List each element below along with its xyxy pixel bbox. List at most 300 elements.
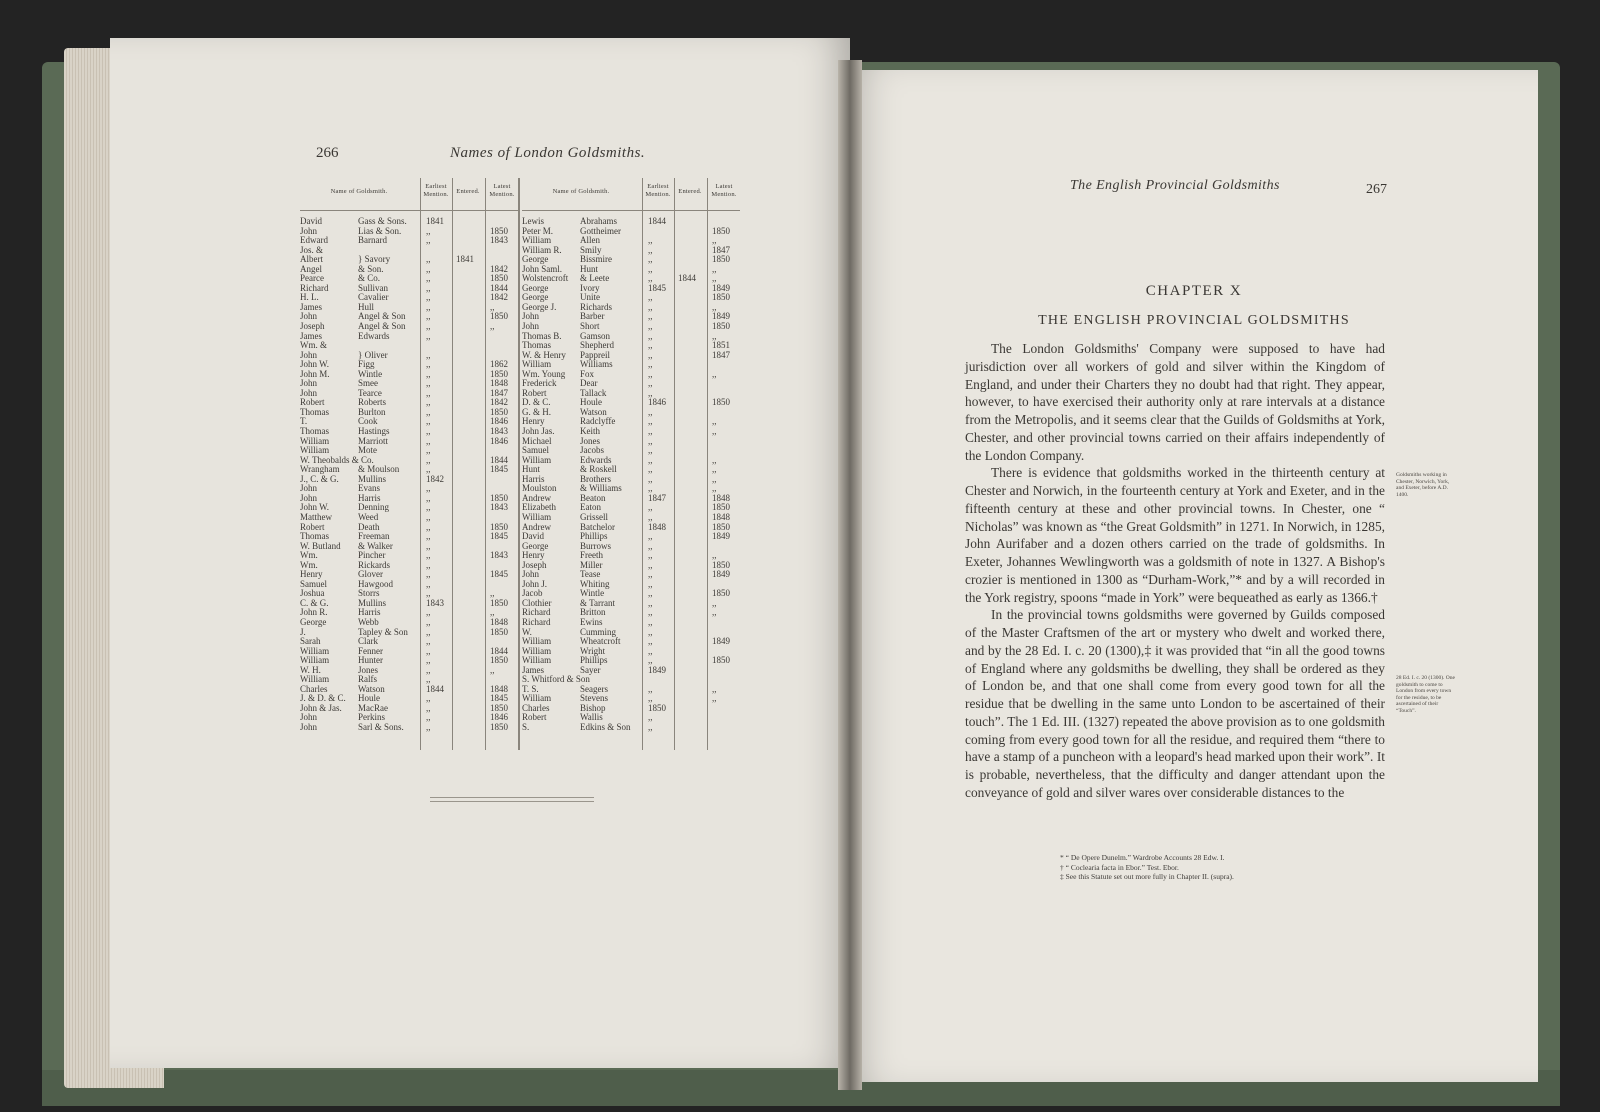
- first-name-cell: Joshua: [300, 588, 325, 599]
- first-name-cell: Joseph: [522, 559, 547, 570]
- earliest-cell: 1844: [426, 683, 444, 694]
- header-entered: Entered.: [456, 188, 480, 195]
- latest-cell: 1847: [712, 349, 730, 360]
- surname-cell: Angel & Son: [358, 311, 406, 322]
- earliest-cell: ,,: [426, 578, 431, 589]
- earliest-cell: ,,: [648, 626, 653, 637]
- latest-cell: 1843: [490, 235, 508, 246]
- earliest-cell: ,,: [426, 607, 431, 618]
- first-name-cell: George: [300, 616, 327, 627]
- surname-cell: Abrahams: [580, 216, 617, 226]
- first-name-cell: William: [522, 636, 552, 647]
- surname-cell: Wintle: [580, 588, 605, 599]
- first-name-cell: Richard: [522, 616, 551, 627]
- first-name-cell: Michael: [522, 435, 552, 446]
- latest-cell: 1850: [712, 397, 730, 408]
- surname-cell: Watson: [580, 406, 607, 417]
- header-latest: Latest Mention.: [489, 183, 515, 198]
- first-name-cell: Frederick: [522, 378, 557, 389]
- latest-cell: 1848: [490, 616, 508, 627]
- earliest-cell: ,,: [648, 330, 653, 341]
- earliest-cell: ,,: [426, 569, 431, 580]
- surname-cell: Mote: [358, 445, 377, 456]
- surname-cell: Jones: [358, 664, 378, 675]
- first-name-cell: Thomas: [300, 426, 329, 437]
- surname-cell: Seagers: [580, 683, 608, 694]
- first-name-cell: Edward: [300, 235, 328, 246]
- surname-cell: Edwards: [580, 454, 612, 465]
- latest-cell: ,,: [712, 693, 717, 704]
- first-name-cell: Matthew: [300, 511, 332, 522]
- earliest-cell: 1847: [648, 492, 666, 503]
- surname-cell: & Walker: [358, 540, 393, 551]
- surname-cell: Grissell: [580, 511, 608, 522]
- latest-cell: 1850: [490, 273, 508, 284]
- earliest-cell: ,,: [648, 693, 653, 704]
- surname-cell: Hunt: [580, 263, 598, 274]
- surname-cell: Keith: [580, 426, 600, 437]
- header-entered: Entered.: [678, 188, 702, 195]
- header-name: Name of Goldsmith.: [552, 188, 610, 195]
- double-rule: [430, 797, 594, 802]
- chapter-body: [965, 340, 1385, 802]
- first-name-cell: S.: [522, 721, 530, 732]
- earliest-cell: ,,: [426, 321, 431, 332]
- surname-cell: Perkins: [358, 712, 385, 723]
- earliest-cell: ,,: [426, 349, 431, 360]
- footnote: † “ Coclearia facta in Ebor.” Test. Ebor.: [1060, 862, 1179, 872]
- surname-cell: Smee: [358, 378, 378, 389]
- latest-cell: ,,: [712, 263, 717, 274]
- surname-cell: Fox: [580, 368, 595, 379]
- surname-cell: Roberts: [358, 397, 386, 408]
- earliest-cell: ,,: [426, 492, 431, 503]
- earliest-cell: ,,: [648, 340, 653, 351]
- surname-cell: Clark: [358, 636, 378, 647]
- surname-cell: Phillips: [580, 655, 608, 666]
- latest-cell: 1850: [712, 588, 730, 599]
- first-name-cell: Wm.: [300, 550, 318, 561]
- earliest-cell: ,,: [648, 445, 653, 456]
- earliest-cell: 1842: [426, 473, 444, 484]
- surname-cell: Figg: [358, 359, 375, 370]
- surname-cell: Hawgood: [358, 578, 393, 589]
- surname-cell: Bishop: [580, 702, 606, 713]
- surname-cell: Mullins: [358, 597, 387, 608]
- first-name-cell: John: [300, 349, 318, 360]
- right-page-number: 267: [1366, 182, 1387, 197]
- latest-cell: 1842: [490, 397, 508, 408]
- first-name-cell: Thomas: [522, 340, 551, 351]
- earliest-cell: ,,: [648, 473, 653, 484]
- column-rule: [707, 178, 708, 750]
- surname-cell: Harris: [358, 607, 381, 618]
- earliest-cell: 1849: [648, 664, 666, 675]
- earliest-cell: ,,: [426, 464, 431, 475]
- earliest-cell: ,,: [648, 263, 653, 274]
- header-earliest: Earliest Mention.: [645, 183, 671, 198]
- surname-cell: Unite: [580, 292, 600, 303]
- latest-cell: 1849: [712, 311, 730, 322]
- surname-cell: Edwards: [358, 330, 390, 341]
- earliest-cell: ,,: [426, 693, 431, 704]
- first-name-cell: Andrew: [522, 492, 551, 503]
- first-name-cell: William: [522, 693, 552, 704]
- latest-cell: 1850: [712, 559, 730, 570]
- surname-cell: Allen: [580, 235, 600, 246]
- header-latest: Latest Mention.: [711, 183, 737, 198]
- column-rule: [674, 178, 675, 750]
- latest-cell: 1850: [712, 292, 730, 303]
- earliest-cell: ,,: [648, 597, 653, 608]
- surname-cell: & Roskell: [580, 464, 617, 475]
- first-name-cell: Peter M.: [522, 225, 553, 236]
- column-rule: [485, 178, 486, 750]
- surname-cell: Barnard: [358, 235, 387, 246]
- latest-cell: 1850: [490, 225, 508, 236]
- earliest-cell: ,,: [426, 616, 431, 627]
- surname-cell: Wheatcroft: [580, 636, 621, 647]
- paragraph: The London Goldsmiths' Company were supposed to have had jurisdiction over all workers of gold and silver within the Kingdom of England, and under their Charters they no doubt had that right. They appear, however, to have exercised their authority only at rare intervals at a distance from the Metropolis, and it seems clear that the Guilds of Goldsmiths at York, Chester, and other provincial towns carried on their affairs independently of the London Company.: [965, 341, 1385, 463]
- earliest-cell: ,,: [648, 550, 653, 561]
- surname-cell: Wintle: [358, 368, 383, 379]
- first-name-cell: Elizabeth: [522, 502, 556, 513]
- surname-cell: Pincher: [358, 550, 386, 561]
- earliest-cell: ,,: [648, 321, 653, 332]
- first-name-cell: Samuel: [522, 445, 549, 456]
- surname-cell: Ralfs: [358, 674, 377, 685]
- footnote: * “ De Opere Dunelm.” Wardrobe Accounts 28 Edw. I.: [1060, 853, 1225, 862]
- latest-cell: 1850: [712, 655, 730, 666]
- first-name-cell: John & Jas.: [300, 702, 342, 713]
- latest-cell: 1850: [490, 521, 508, 532]
- latest-cell: 1850: [712, 321, 730, 332]
- earliest-cell: ,,: [426, 301, 431, 312]
- first-name-cell: John M.: [300, 368, 330, 379]
- first-name-cell: William: [522, 235, 552, 246]
- earliest-cell: ,,: [648, 464, 653, 475]
- surname-cell: Cumming: [580, 626, 617, 637]
- earliest-cell: 1850: [648, 702, 666, 713]
- earliest-cell: ,,: [426, 502, 431, 513]
- first-name-cell: W.: [522, 626, 532, 637]
- earliest-cell: ,,: [648, 273, 653, 284]
- first-name-cell: Charles: [300, 683, 328, 694]
- surname-cell: Cook: [358, 416, 378, 427]
- earliest-cell: ,,: [648, 502, 653, 513]
- latest-cell: 1847: [490, 387, 508, 398]
- earliest-cell: ,,: [648, 683, 653, 694]
- left-running-head: Names of London Goldsmiths.: [450, 145, 646, 161]
- earliest-cell: 1844: [648, 216, 666, 226]
- earliest-cell: ,,: [426, 273, 431, 284]
- earliest-cell: ,,: [648, 531, 653, 542]
- surname-cell: Fenner: [358, 645, 383, 656]
- first-name-cell: John W.: [300, 359, 330, 370]
- earliest-cell: ,,: [426, 368, 431, 379]
- first-name-cell: Harris: [522, 473, 545, 484]
- surname-cell: Brothers: [580, 473, 611, 484]
- earliest-cell: ,,: [648, 511, 653, 522]
- latest-cell: 1845: [490, 531, 508, 542]
- first-name-cell: David: [300, 216, 322, 226]
- first-name-cell: Samuel: [300, 578, 327, 589]
- earliest-cell: ,,: [648, 483, 653, 494]
- first-name-cell: George: [522, 292, 549, 303]
- surname-cell: Pappreil: [580, 349, 610, 360]
- first-name-cell: Richard: [522, 607, 551, 618]
- first-name-cell: William: [300, 435, 330, 446]
- earliest-cell: ,,: [648, 569, 653, 580]
- earliest-cell: ,,: [648, 721, 653, 732]
- latest-cell: 1848: [490, 378, 508, 389]
- earliest-cell: ,,: [426, 483, 431, 494]
- latest-cell: 1850: [490, 311, 508, 322]
- earliest-cell: ,,: [426, 416, 431, 427]
- first-name-cell: James: [300, 330, 322, 341]
- earliest-cell: ,,: [648, 311, 653, 322]
- footnote: ‡ See this Statute set out more fully in Chapter II. (supra).: [1060, 872, 1234, 881]
- earliest-cell: 1843: [426, 597, 444, 608]
- paragraph: In the provincial towns goldsmiths were governed by Guilds composed of the Master Craftsmen of the art or mystery who dwelt and worked there, and by the 28 Ed. I. c. 20 (1300),‡ it was provided that “in all the good towns of England where any goldsmiths be dwelling, they shall be ordered as they of London be, and that one shall come from every good town for all the residue that be dwelling in the same unto London to be ascertained of their touch”. The 1 Ed. III. (1327) repeated the above provision as to one goldsmith coming from every good town for all the residue, and required them “there to have a stamp of a puncheon with a leopard's head marked upon their work”. It is probable, nevertheless, that the difficulty and danger attendant upon the conveyance of gold and silver wares over considerable distances to the: [965, 607, 1385, 800]
- first-name-cell: William: [522, 359, 552, 370]
- surname-cell: Storrs: [358, 588, 380, 599]
- earliest-cell: ,,: [426, 378, 431, 389]
- surname-cell: Evans: [358, 483, 380, 494]
- latest-cell: 1850: [712, 225, 730, 236]
- latest-cell: 1848: [712, 511, 730, 522]
- earliest-cell: ,,: [426, 721, 431, 732]
- latest-cell: ,,: [712, 368, 717, 379]
- latest-cell: 1849: [712, 531, 730, 542]
- first-name-cell: Robert: [300, 521, 325, 532]
- earliest-cell: ,,: [648, 435, 653, 446]
- first-name-cell: John: [300, 712, 318, 723]
- earliest-cell: ,,: [648, 712, 653, 723]
- first-name-cell: Albert: [300, 254, 323, 265]
- latest-cell: 1850: [712, 502, 730, 513]
- latest-cell: 1850: [490, 406, 508, 417]
- first-name-cell: John: [522, 311, 540, 322]
- surname-cell: Bissmire: [580, 254, 613, 265]
- latest-cell: ,,: [712, 683, 717, 694]
- column-rule: [519, 178, 520, 750]
- latest-cell: 1850: [712, 254, 730, 265]
- surname-cell: Death: [358, 521, 380, 532]
- latest-cell: 1843: [490, 502, 508, 513]
- surname-cell: Sarl & Sons.: [358, 721, 404, 732]
- surname-cell: Angel & Son: [358, 321, 406, 332]
- first-name-cell: Henry: [522, 416, 545, 427]
- earliest-cell: ,,: [648, 607, 653, 618]
- surname-cell: Smily: [580, 244, 602, 255]
- earliest-cell: ,,: [426, 712, 431, 723]
- first-name-cell: J., C. & G.: [300, 473, 339, 484]
- first-name-cell: William: [300, 645, 330, 656]
- surname-cell: & Tarrant: [580, 597, 615, 608]
- surname-cell: } Oliver: [358, 349, 388, 360]
- first-name-cell: John Jas.: [522, 426, 555, 437]
- latest-cell: 1850: [490, 597, 508, 608]
- surname-cell: Weed: [358, 511, 379, 522]
- surname-cell: Phillips: [580, 531, 608, 542]
- surname-cell: Jacobs: [580, 445, 604, 456]
- latest-cell: ,,: [712, 464, 717, 475]
- earliest-cell: ,,: [648, 616, 653, 627]
- earliest-cell: ,,: [648, 559, 653, 570]
- latest-cell: 1850: [490, 721, 508, 732]
- latest-cell: 1846: [490, 416, 508, 427]
- earliest-cell: ,,: [648, 387, 653, 398]
- first-name-cell: S. Whitford & Son: [522, 674, 590, 685]
- earliest-cell: ,,: [426, 445, 431, 456]
- earliest-cell: ,,: [648, 406, 653, 417]
- first-name-cell: Robert: [522, 712, 547, 723]
- surname-cell: Radclyffe: [580, 416, 616, 427]
- surname-cell: & Son.: [358, 263, 384, 274]
- first-name-cell: Jacob: [522, 588, 543, 599]
- latest-cell: ,,: [712, 426, 717, 437]
- header-name: Name of Goldsmith.: [330, 188, 388, 195]
- first-name-cell: William: [300, 674, 330, 685]
- latest-cell: 1844: [490, 645, 508, 656]
- first-name-cell: John: [300, 387, 318, 398]
- surname-cell: Short: [580, 321, 600, 332]
- earliest-cell: ,,: [426, 550, 431, 561]
- column-rule: [642, 178, 643, 750]
- latest-cell: 1847: [712, 244, 730, 255]
- latest-cell: 1842: [490, 263, 508, 274]
- entered-cell: 1841: [456, 254, 474, 265]
- surname-cell: & Williams: [580, 483, 622, 494]
- earliest-cell: ,,: [426, 282, 431, 293]
- earliest-cell: 1845: [648, 282, 666, 293]
- surname-cell: Mullins: [358, 473, 387, 484]
- surname-cell: & Co.: [358, 273, 381, 284]
- first-name-cell: John: [522, 569, 540, 580]
- header-earliest: Earliest Mention.: [423, 183, 449, 198]
- surname-cell: Wallis: [580, 712, 603, 723]
- latest-cell: ,,: [712, 273, 717, 284]
- earliest-cell: ,,: [426, 636, 431, 647]
- surname-cell: Dear: [580, 378, 598, 389]
- first-name-cell: John J.: [522, 578, 548, 589]
- first-name-cell: John Saml.: [522, 263, 563, 274]
- surname-cell: Cavalier: [358, 292, 389, 303]
- earliest-cell: ,,: [426, 235, 431, 246]
- earliest-cell: ,,: [426, 225, 431, 236]
- latest-cell: ,,: [712, 607, 717, 618]
- first-name-cell: John: [300, 311, 318, 322]
- latest-cell: 1845: [490, 569, 508, 580]
- first-name-cell: William: [522, 454, 552, 465]
- first-name-cell: William: [522, 645, 552, 656]
- latest-cell: ,,: [490, 607, 495, 618]
- latest-cell: 1851: [712, 340, 730, 351]
- earliest-cell: ,,: [648, 349, 653, 360]
- latest-cell: 1848: [490, 683, 508, 694]
- surname-cell: Rickards: [358, 559, 390, 570]
- surname-cell: Harris: [358, 492, 381, 503]
- surname-cell: Jones: [580, 435, 600, 446]
- surname-cell: Gottheimer: [580, 225, 621, 236]
- earliest-cell: ,,: [648, 426, 653, 437]
- first-name-cell: George J.: [522, 301, 557, 312]
- surname-cell: Shepherd: [580, 340, 614, 351]
- earliest-cell: ,,: [426, 626, 431, 637]
- surname-cell: Hunter: [358, 655, 383, 666]
- earliest-cell: ,,: [426, 263, 431, 274]
- earliest-cell: ,,: [648, 655, 653, 666]
- surname-cell: Burrows: [580, 540, 611, 551]
- first-name-cell: Thomas: [300, 406, 329, 417]
- earliest-cell: ,,: [648, 235, 653, 246]
- first-name-cell: Wm.: [300, 559, 318, 570]
- earliest-cell: ,,: [648, 645, 653, 656]
- first-name-cell: James: [300, 301, 322, 312]
- surname-cell: & Moulson: [358, 464, 400, 475]
- latest-cell: ,,: [490, 321, 495, 332]
- first-name-cell: Robert: [522, 387, 547, 398]
- first-name-cell: H. L.: [300, 292, 319, 303]
- first-name-cell: John: [300, 225, 318, 236]
- earliest-cell: ,,: [426, 387, 431, 398]
- first-name-cell: Charles: [522, 702, 550, 713]
- first-name-cell: Angel: [300, 263, 322, 274]
- latest-cell: ,,: [712, 454, 717, 465]
- surname-cell: Freeth: [580, 550, 603, 561]
- first-name-cell: W. Theobalds & Co.: [300, 454, 374, 465]
- first-name-cell: J.: [300, 626, 306, 637]
- surname-cell: Ewins: [580, 616, 603, 627]
- earliest-cell: ,,: [426, 664, 431, 675]
- first-name-cell: Andrew: [522, 521, 551, 532]
- surname-cell: Gamson: [580, 330, 610, 341]
- first-name-cell: C. & G.: [300, 597, 329, 608]
- earliest-cell: ,,: [426, 674, 431, 685]
- surname-cell: Stevens: [580, 693, 608, 704]
- latest-cell: 1846: [490, 435, 508, 446]
- surname-cell: Burlton: [358, 406, 386, 417]
- surname-cell: Eaton: [580, 502, 601, 513]
- surname-cell: Whiting: [580, 578, 610, 589]
- latest-cell: ,,: [712, 235, 717, 246]
- first-name-cell: William R.: [522, 244, 562, 255]
- earliest-cell: ,,: [648, 301, 653, 312]
- surname-cell: Miller: [580, 559, 603, 570]
- latest-cell: 1845: [490, 464, 508, 475]
- first-name-cell: John: [522, 321, 540, 332]
- earliest-cell: ,,: [426, 531, 431, 542]
- first-name-cell: Henry: [522, 550, 545, 561]
- latest-cell: ,,: [490, 664, 495, 675]
- earliest-cell: ,,: [426, 540, 431, 551]
- latest-cell: ,,: [490, 588, 495, 599]
- first-name-cell: J. & D. & C.: [300, 693, 346, 704]
- earliest-cell: ,,: [426, 559, 431, 570]
- side-note: Goldsmiths working in Chester, Norwich, York, and Exeter, before A.D. 1400.: [1396, 472, 1450, 498]
- latest-cell: ,,: [712, 473, 717, 484]
- first-name-cell: George: [522, 282, 549, 293]
- latest-cell: ,,: [712, 550, 717, 561]
- earliest-cell: ,,: [426, 311, 431, 322]
- side-note: 28 Ed. I. c. 20 (1300). One goldsmith to come to London from every town for the residue, to be ascertained of their “Touch”.: [1396, 675, 1455, 714]
- earliest-cell: ,,: [426, 292, 431, 303]
- surname-cell: Tearce: [358, 387, 382, 398]
- first-name-cell: W. Butland: [300, 540, 341, 551]
- first-name-cell: John W.: [300, 502, 330, 513]
- latest-cell: 1862: [490, 359, 508, 370]
